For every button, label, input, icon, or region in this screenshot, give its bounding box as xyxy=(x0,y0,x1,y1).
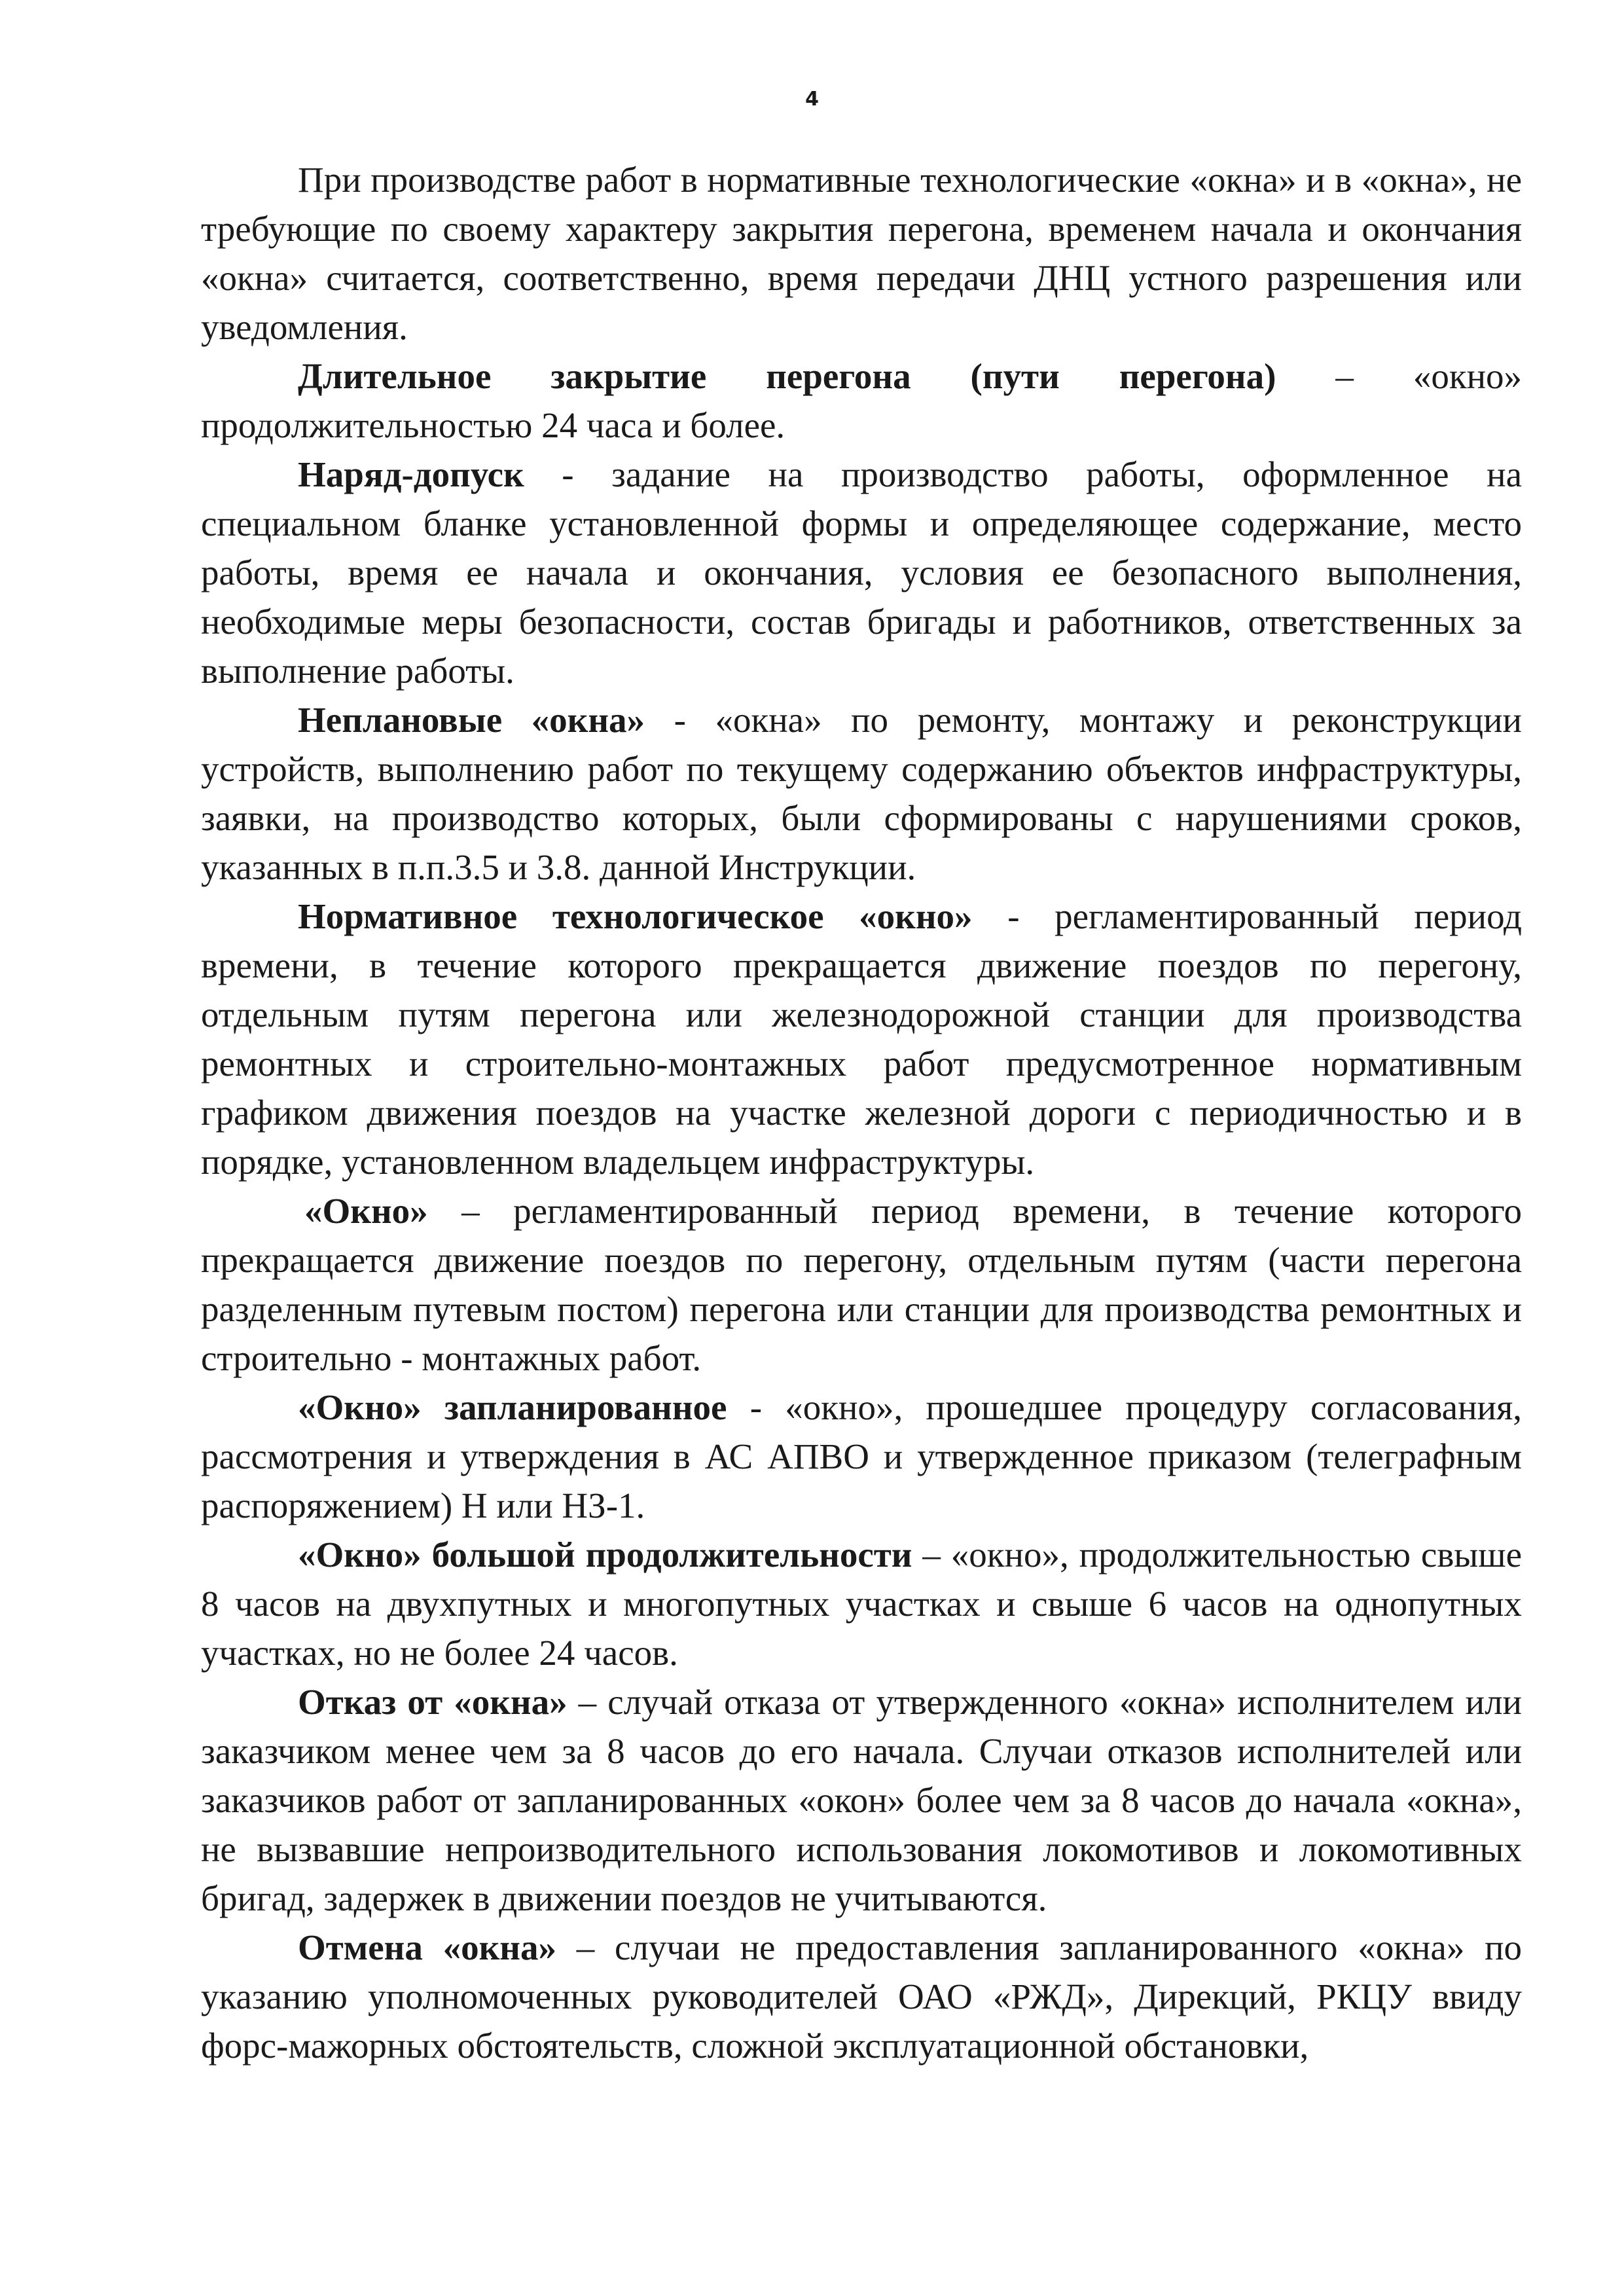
definition-text: – случай отказа от утвержденного «окна» исполнителем или заказчиком менее чем за 8 часов до его начала. Случаи отказов исполнителей или заказчиков работ от запланированных «окон» более чем за 8 часов до начала «окна», не вызвавшие непроизводительного использования локомотивов и локомотивных бригад, задержек в движении поездов не учитываются. xyxy=(201,1682,1522,1918)
definition-text: - «окно», прошедшее процедуру согласования, рассмотрения и утверждения в АС АПВО и утвержденное приказом (телеграфным распоряжением) Н или НЗ-1. xyxy=(201,1387,1522,1525)
definition-text: – «окно», продолжительностью свыше 8 часов на двухпутных и многопутных участках и свыше 6 часов на однопутных участках, но не более 24 часов. xyxy=(201,1535,1522,1673)
definition-term: «Окно» запланированное xyxy=(298,1387,727,1427)
definition-text: - задание на производство работы, оформленное на специальном бланке установленной формы и определяющее содержание, место работы, время ее начала и окончания, условия ее безопасного выполнения, необходимые меры безопасности, состав бригады и работников, ответственных за выполнение работы. xyxy=(201,454,1522,691)
definition-text: – регламентированный период времени, в течение которого прекращается движение поездов по перегону, отдельным путям (части перегона разделенным путевым постом) перегона или станции для производства ремонтных и строительно - монтажных работ. xyxy=(201,1191,1522,1378)
definition-term: Длительное закрытие перегона (пути перегона) xyxy=(298,356,1276,396)
definition-window-refusal xyxy=(201,1677,1522,1923)
definition-long-closure xyxy=(201,352,1522,450)
definition-window-cancellation xyxy=(201,1923,1522,2070)
definition-term: Отказ от «окна» xyxy=(298,1682,568,1722)
definition-text: – случаи не предоставления запланированного «окна» по указанию уполномоченных руководителей ОАО «РЖД», Дирекций, РКЦУ ввиду форс-мажорных обстоятельств, сложной эксплуатационной обстановки, xyxy=(201,1927,1522,2066)
document-body xyxy=(201,155,1522,2070)
paragraph-text: При производстве работ в нормативные технологические «окна» и в «окна», не требующие по своему характеру закрытия перегона, временем начала и окончания «окна» считается, соответственно, время передачи ДНЦ устного разрешения или уведомления. xyxy=(201,160,1522,347)
definition-term: «Окно» xyxy=(304,1191,428,1231)
definition-normative-window xyxy=(201,892,1522,1186)
paragraph-intro xyxy=(201,155,1522,352)
definition-text: - регламентированный период времени, в течение которого прекращается движение поездов по перегону, отдельным путям перегона или железнодорожной станции для производства ремонтных и строительно-монтажных работ предусмотренное нормативным графиком движения поездов на участке железной дороги с периодичностью и в порядке, установленном владельцем инфраструктуры. xyxy=(201,896,1523,1182)
definition-text: - «окна» по ремонту, монтажу и реконструкции устройств, выполнению работ по текущему содержанию объектов инфраструктуры, заявки, на производство которых, были сформированы с нарушениями сроков, указанных в п.п.3.5 и 3.8. данной Инструкции. xyxy=(201,700,1522,887)
definition-window xyxy=(201,1186,1522,1383)
definition-unplanned-windows xyxy=(201,695,1522,892)
definition-planned-window xyxy=(201,1383,1522,1530)
page-number: 4 xyxy=(805,88,819,111)
definition-term: Отмена «окна» xyxy=(298,1927,556,1967)
definition-term: Нормативное технологическое «окно» xyxy=(298,896,973,936)
definition-long-window xyxy=(201,1530,1522,1677)
definition-term: «Окно» большой продолжительности xyxy=(298,1535,912,1575)
definition-work-permit xyxy=(201,450,1522,695)
definition-term: Наряд-допуск xyxy=(298,454,524,494)
definition-term: Неплановые «окна» xyxy=(298,700,645,740)
definition-text: – «окно» продолжительностью 24 часа и более. xyxy=(201,356,1522,445)
